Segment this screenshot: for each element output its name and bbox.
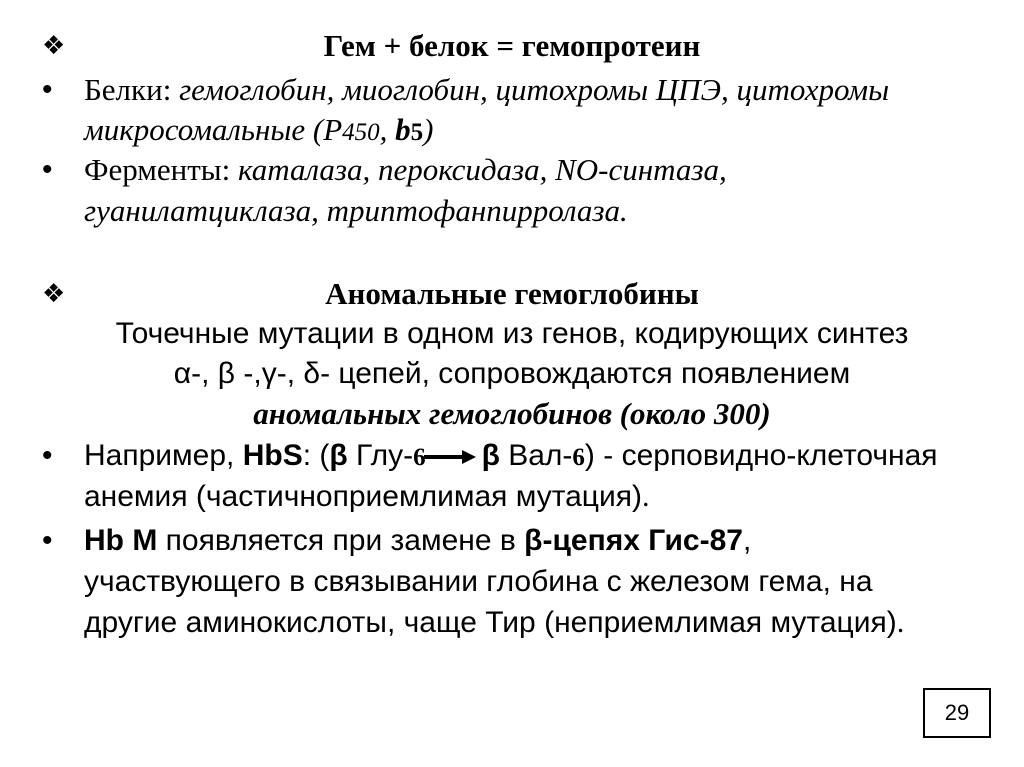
beta-symbol-2: β: [481, 439, 500, 472]
bullet-dot-icon: •: [42, 439, 53, 472]
section2-text-3: [0, 394, 1024, 434]
enzymes-list-2: гуанилатциклаза, триптофанпирролаза.: [84, 193, 628, 228]
bullet-dot-icon: •: [42, 73, 53, 106]
proteins-list-1: гемоглобин, миоглобин, цитохромы ЦПЭ, цитохромы: [179, 72, 890, 107]
enzymes-label: Ферменты: [84, 152, 222, 187]
bullet-dot-icon: •: [42, 524, 53, 557]
enzymes-colon: :: [221, 152, 231, 187]
diamond-bullet-icon: ❖: [42, 31, 66, 61]
beta-symbol-1: β: [329, 439, 348, 472]
example-anemia: анемия (частичноприемлимая мутация): [84, 480, 642, 513]
proteins-label: Белки: [84, 72, 163, 107]
position-6-a: 6: [413, 444, 426, 471]
section1-heading-row: [0, 26, 1024, 66]
proteins-close: ): [423, 112, 434, 147]
enzymes-list-1: каталаза, пероксидаза, NO-синтаза,: [238, 152, 727, 187]
page-number: 29: [923, 688, 991, 738]
hbm-comma: ,: [742, 524, 752, 557]
position-6-b: 6: [572, 444, 585, 471]
proteins-sub-450: 450: [342, 119, 380, 146]
proteins-b: b: [395, 112, 411, 147]
example-colon: : (: [302, 439, 330, 472]
arrow-right-icon: [424, 449, 476, 465]
bullet-dot-icon: •: [42, 153, 53, 186]
val-label: Вал-: [499, 439, 573, 472]
hbm-text-2: участвующего в связывании глобина с железом гема, на: [84, 565, 873, 598]
section1-heading: Гем + белок = гемопротеин: [323, 28, 701, 63]
hbm-label: Hb M: [84, 524, 158, 557]
section2-text-1: Точечные мутации в одном из генов, кодирующих синтез: [115, 317, 909, 350]
example-rest: ) - серповидно-клеточная: [584, 439, 938, 472]
hbm-text-3: другие аминокислоты, чаще Тир (неприемлимая мутация): [84, 606, 897, 639]
proteins-list-2: микросомальные (Р: [84, 112, 343, 147]
example-dot: .: [641, 480, 650, 513]
example-prefix: Например,: [84, 439, 243, 472]
hbm-text: появляется при замене в: [157, 524, 525, 557]
hbm-dot: .: [896, 606, 905, 639]
proteins-comma: ,: [379, 112, 388, 147]
hbm-chain: β-цепях Гис-87: [524, 524, 743, 557]
section2-heading-row: [0, 274, 1024, 314]
proteins-sub-5: 5: [410, 119, 424, 146]
diamond-bullet-icon: ❖: [42, 279, 66, 309]
section2-text-2: α-, β -,γ-, δ- цепей, сопровождаются появлением: [173, 357, 851, 390]
glu-label: Глу-: [347, 439, 414, 472]
section2-heading: Аномальные гемоглобины: [325, 276, 699, 311]
proteins-colon: :: [162, 72, 172, 107]
hbs-label: HbS: [242, 439, 303, 472]
abnormal-hemoglobins-emphasis: аномальных гемоглобинов (около 300): [253, 396, 771, 431]
